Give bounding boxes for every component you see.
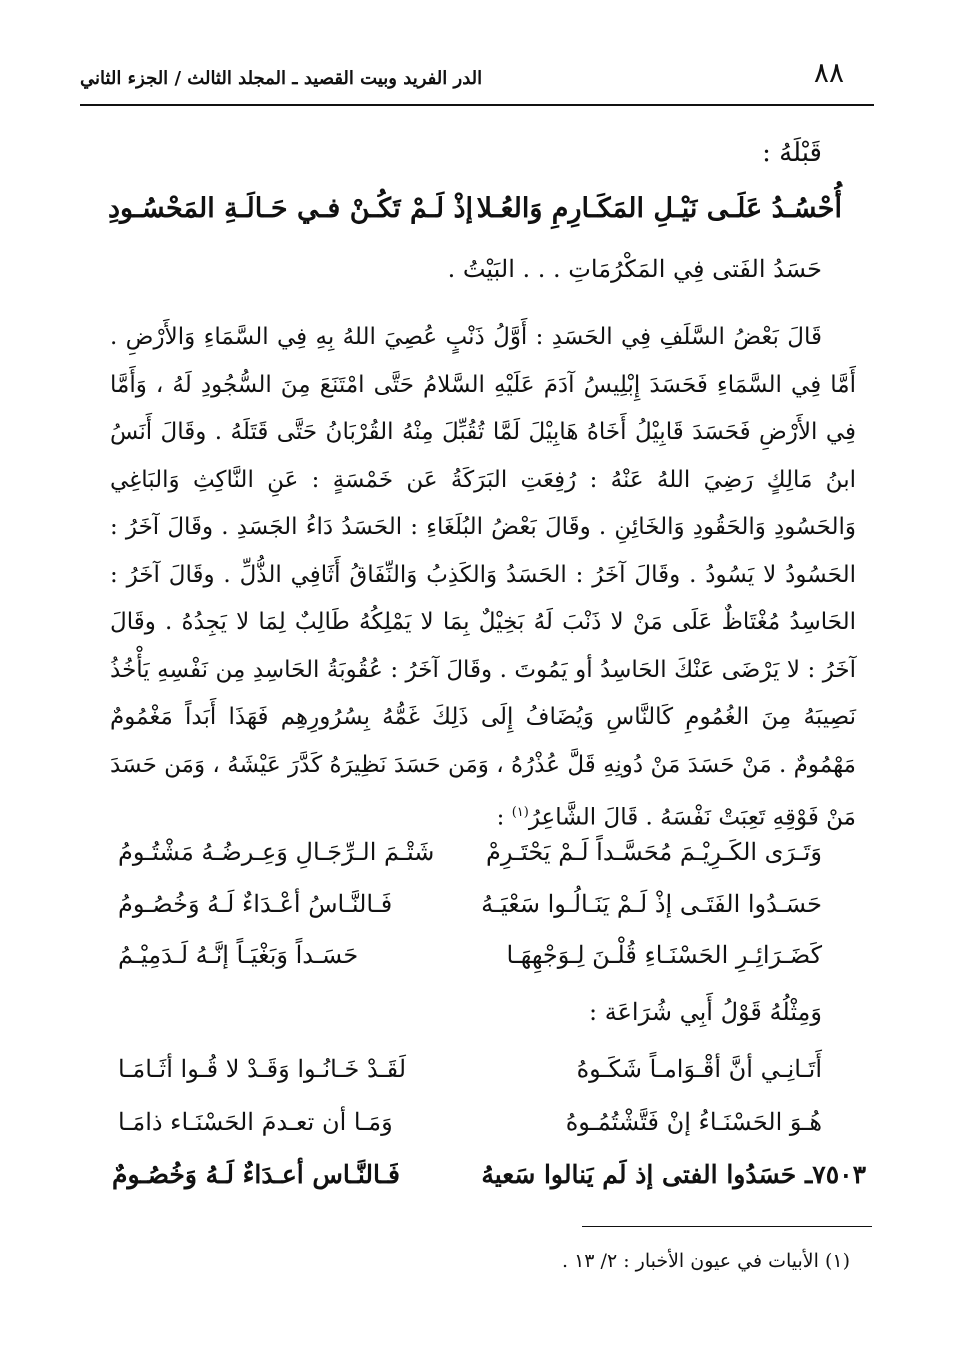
body-tail: : <box>496 804 512 831</box>
poem-line-1-first: وَتَـرَى الكَـرِيْـمَ مُحَسَّـداً لَـمْ يَحْتَـرِمْ <box>486 838 822 866</box>
footnote-ref: (١) <box>511 805 529 820</box>
intro-label: قَبْلَهُ : <box>762 138 822 168</box>
footnote-rule <box>582 1226 872 1227</box>
verse-citation: حَسَدُ الفَتى فِي المَكْرُمَاتِ . . . البَيْتُ . <box>447 255 822 283</box>
poem-line-2-second: فَـالنَّـاسُ أعْـدَاءٌ لَـهُ وَخُصُـومُ <box>118 890 393 918</box>
poem2-line-2-first: هُـوَ الحَسْنَـاءُ إنْ فَتَّشْتُمُـوهُ <box>565 1108 822 1136</box>
running-title: الدر الفريد وبيت القصيد ـ المجلد الثالث / الجزء الثاني <box>80 68 483 89</box>
footnote: (١) الأبيات في عيون الأخبار : ٢/ ١٣ . <box>561 1250 850 1272</box>
body-text: قَالَ بَعْضُ السَّلَفِ فِي الحَسَدِ : أَوَّلُ ذَنْبٍ عُصِيَ اللهُ بِهِ فِي السَّمَاءِ وَالأَرْضِ . أَمَّا فِي السَّمَاءِ فَحَسَدَ إِبْلِيسُ آدَمَ عَلَيْهِ السَّلامُ حَتَّى امْتَنَعَ مِنَ السُّجُودِ لَهُ ، وَأَمَّا فِي الأَرْضِ فَحَسَدَ قَابِيْلُ أَخَاهُ هَابِيْلَ لَمَّا تُقُبِّلَ مِنْهُ القُرْبَانُ حَتَّى قَتَلَهُ . وقَالَ أَنَسُ ابنُ مَالِكٍ رَضِيَ اللهُ عَنْهُ : رُفِعَتِ البَرَكَةُ عَن خَمْسَةٍ : عَنِ النَّاكِثِ وَالبَاغِي وَالحَسُودِ وَالحَقُودِ وَالخَائِنِ . وقَالَ بَعْضُ البُلَغَاءِ : الحَسَدُ دَاءُ الجَسَدِ . وقَالَ آخَرُ : الحَسُودُ لا يَسُودُ . وقَالَ آخَرُ : الحَسَدُ وَالكَذِبُ وَالنِّفَاقُ أَثَافِي الذُّلِّ . وقَالَ آخَرُ : الحَاسِدُ مُغْتَاظٌ عَلَى مَنْ لا ذَنْبَ لَهُ بَخِيْلٌ بِمَا لا يَمْلِكُهُ طَالِبٌ لِمَا لا يَجِدُهُ . وقَالَ آخَرُ : لا يَرْضَى عَنْكَ الحَاسِدُ أو يَمُوتَ . وقَالَ آخَرُ : عُقُوبَةُ الحَاسِدِ مِن نَفْسِهِ يَأْخُذُ نَصِيبَهُ مِنَ الغُمُومِ كَالنَّاسِ وَيُضَافُ إِلَى ذَلِكَ غَمُّهُ بِسُرُورِهِم فَهَذَا أَبَداً مَغْمُومٌ مَهْمُومٌ . مَنْ حَسَدَ مَنْ دُونِهِ قَلَّ عُذْرُهُ ، وَمَن حَسَدَ نَظِيرَهُ كَدَّرَ عَيْشَهُ ، وَمَن حَسَدَ مَنْ فَوْقِهِ تَعِبَتْ نَفْسَهُ . قَالَ الشَّاعِرُ <box>110 324 856 831</box>
numbered-verse-first <box>481 1160 866 1189</box>
header-rule <box>80 104 874 106</box>
poem-line-3-second: حَسَـداً وَبَغْيَـاً إنَّـهُ لَـدَمِيْـمُ <box>118 941 359 969</box>
verse-number: ٧٥٠٣ـ <box>804 1160 866 1189</box>
poem2-line-1-first: أَتَـانِـي أنَّ أقْـوَامـاً شَكَـوهُ <box>576 1055 822 1083</box>
numbered-verse-second: فَـالنَّـاس أعـدَاءٌ لَـهُ وَخُصُـومٌ <box>112 1160 400 1189</box>
bold-verse-second: إذْ لَـمْ تَكُـنْ فـي حَـالَـةِ المَحْسُـودِ <box>108 193 474 224</box>
poem-line-3-first: كَضَـرَائِـرِ الحَسْنَـاءِ قُلْـنَ لِـوَجْهِهَـا <box>506 941 822 969</box>
numbered-verse-first-text: حَسَدُوا الفتى إذ لَم يَنالوا سَعيهُ <box>481 1160 797 1189</box>
page-number: ٨٨ <box>813 56 844 89</box>
poem2-line-1-second: لَقَـدْ خَـانُـوا وَقَـدْ لا قُـوا أثَـامَـا <box>118 1055 407 1083</box>
poem2-line-2-second: وَمَـا أن تعـدمَ الحَسْنَـاء ذامَـا <box>118 1108 393 1136</box>
body-paragraph <box>110 314 856 842</box>
poem-line-2-first: حَسَـدُوا الفَتَـى إذْ لَـمْ يَنَـالُـوا سَعْيَـهُ <box>481 890 822 918</box>
second-poem-intro: وَمِثْلُهُ قَوْلُ أَبِي شُرَاعَة : <box>589 998 822 1026</box>
page-header <box>80 52 874 102</box>
bold-verse-first: أُحْسُـدُ عَلَـى نَيْـلِ المَكَـارِمِ وَالعُـلا <box>476 193 842 224</box>
poem-line-1-second: شَتْـمَ الـرِّجَـالِ وَعِـرضُـهُ مَشْتُـومُ <box>118 838 435 866</box>
